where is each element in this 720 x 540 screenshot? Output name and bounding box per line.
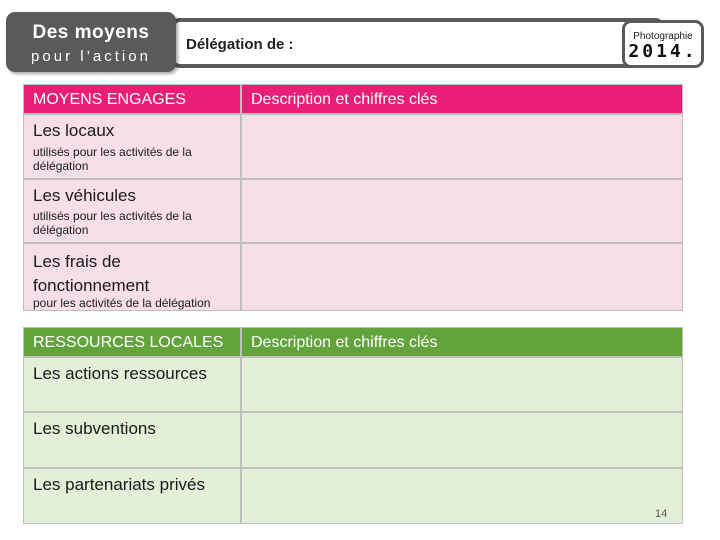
ressources-table: [23, 327, 683, 524]
table-row-subventions: [23, 412, 241, 468]
value-cell-locaux[interactable]: [241, 114, 683, 179]
moyens-table: [23, 84, 683, 311]
delegation-label: Délégation de :: [186, 36, 294, 53]
table-row-actions: [23, 357, 241, 412]
value-cell-subventions[interactable]: [241, 412, 683, 468]
value-cell-vehicules[interactable]: [241, 179, 683, 243]
row-title: Les subventions: [33, 419, 156, 438]
row-title: Les locaux: [33, 121, 115, 140]
row-title: Les partenariats privés: [33, 475, 205, 494]
title-badge: [6, 12, 176, 72]
value-cell-actions[interactable]: [241, 357, 683, 412]
value-cell-partenariats[interactable]: [241, 468, 683, 524]
row-subtitle: utilisés pour les activités de la délégation: [33, 145, 192, 173]
table-row-locaux: [23, 114, 241, 179]
section2-header-left: [23, 327, 241, 357]
photo-badge: [622, 20, 704, 68]
table-row-vehicules: [23, 179, 241, 243]
section2-header-left-label: RESSOURCES LOCALES: [33, 334, 224, 351]
section1-header-right-label: Description et chiffres clés: [251, 91, 438, 108]
section1-header-left: [23, 84, 241, 114]
section2-header-right-label: Description et chiffres clés: [251, 334, 438, 351]
section1-header-left-label: MOYENS ENGAGES: [33, 91, 186, 108]
table-row-partenariats: [23, 468, 241, 524]
section1-header-right: [241, 84, 683, 114]
page-number: 14: [655, 508, 668, 520]
row-title: Les actions ressources: [33, 364, 207, 383]
section2-header-right: [241, 327, 683, 357]
row-subtitle: utilisés pour les activités de la délégation: [33, 209, 192, 237]
value-cell-frais[interactable]: [241, 243, 683, 311]
badge-subtitle: pour l’action: [31, 48, 151, 65]
row-title: Les véhicules: [33, 186, 137, 205]
row-title: Les frais de fonctionnement: [33, 252, 150, 295]
row-subtitle: pour les activités de la délégation: [33, 296, 211, 310]
badge-title: Des moyens: [32, 22, 150, 43]
photo-label: Photographie: [633, 31, 693, 42]
photo-year: 2014.: [628, 41, 698, 62]
table-row-frais: [23, 243, 241, 311]
